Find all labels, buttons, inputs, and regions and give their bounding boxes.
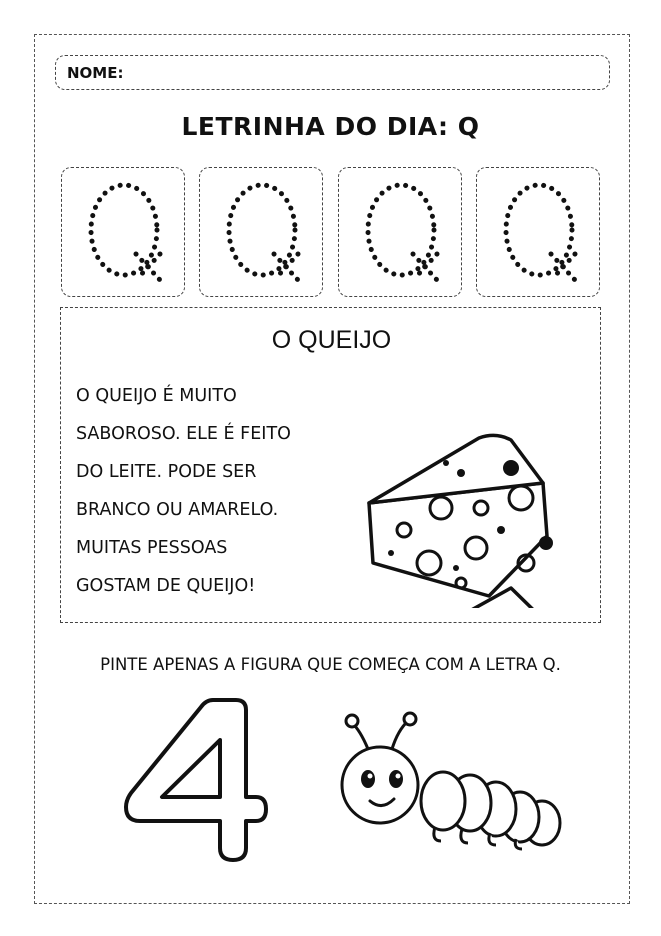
story-line: DO LEITE. PODE SER xyxy=(76,462,257,482)
cheese-illustration xyxy=(361,368,561,608)
trace-box-1[interactable] xyxy=(61,167,185,297)
page-title: LETRINHA DO DIA: Q xyxy=(181,112,480,141)
trace-box-4[interactable] xyxy=(476,167,600,297)
story-line: GOSTAM DE QUEIJO! xyxy=(76,576,256,596)
story-line: MUITAS PESSOAS xyxy=(76,538,228,558)
dotted-q-letter xyxy=(339,168,463,298)
trace-box-2[interactable] xyxy=(199,167,323,297)
number-four-figure[interactable] xyxy=(118,685,278,870)
story-line: O QUEIJO É MUITO xyxy=(76,386,237,406)
story-line: BRANCO OU AMARELO. xyxy=(76,500,279,520)
name-field[interactable] xyxy=(55,55,610,90)
story-line: SABOROSO. ELE É FEITO xyxy=(76,424,291,444)
name-label: NOME: xyxy=(67,64,124,82)
story-box xyxy=(60,307,601,623)
dotted-q-letter xyxy=(200,168,324,298)
dotted-q-letter xyxy=(477,168,601,298)
story-title: O QUEIJO xyxy=(271,326,392,354)
caterpillar-figure[interactable] xyxy=(330,705,570,865)
dotted-q-letter xyxy=(62,168,186,298)
trace-box-3[interactable] xyxy=(338,167,462,297)
instruction-text: PINTE APENAS A FIGURA QUE COMEÇA COM A LETRA Q. xyxy=(100,655,561,674)
